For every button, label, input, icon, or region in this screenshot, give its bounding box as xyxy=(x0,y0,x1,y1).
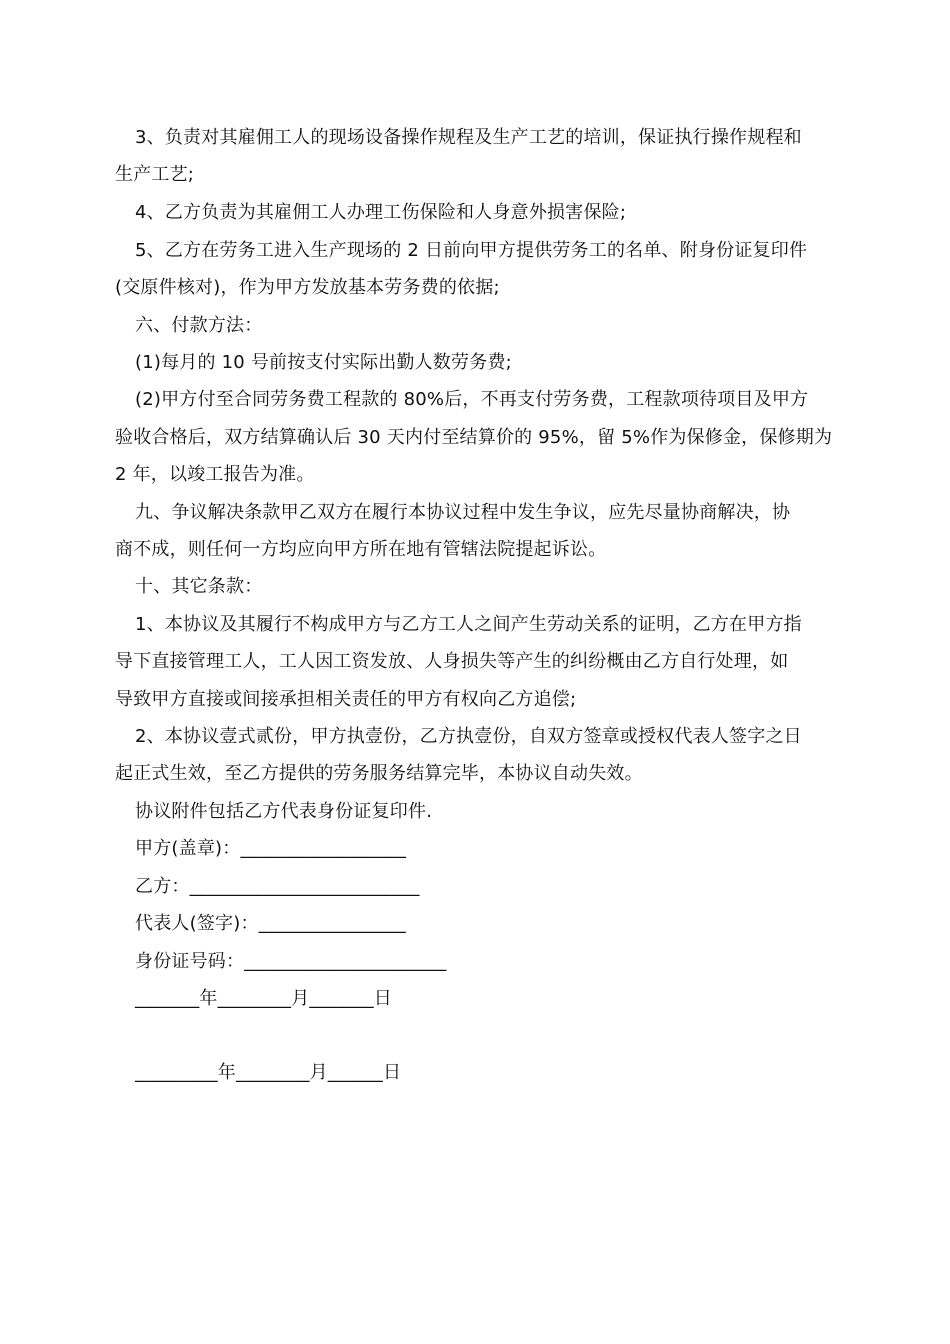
signature-id-number: 身份证号码：______________________ xyxy=(135,951,447,972)
paragraph-line: 2 年，以竣工报告为准。 xyxy=(115,464,315,485)
paragraph-line: 导致甲方直接或间接承担相关责任的甲方有权向乙方追偿; xyxy=(115,689,577,710)
paragraph-line: (2)甲方付至合同劳务费工程款的 80%后，不再支付劳务费，工程款项待项目及甲方 xyxy=(135,389,809,410)
paragraph-line: 2、本协议壹式贰份，甲方执壹份，乙方执壹份，自双方签章或授权代表人签字之日 xyxy=(135,726,802,747)
paragraph-line: 1、本协议及其履行不构成甲方与乙方工人之间产生劳动关系的证明，乙方在甲方指 xyxy=(135,614,802,635)
signature-party-a: 甲方(盖章)：__________________ xyxy=(135,838,407,859)
paragraph-line: 3、负责对其雇佣工人的现场设备操作规程及生产工艺的培训，保证执行操作规程和 xyxy=(135,127,802,148)
paragraph-line: 商不成，则任何一方均应向甲方所在地有管辖法院提起诉讼。 xyxy=(115,539,607,560)
signature-representative: 代表人(签字)：________________ xyxy=(135,913,406,934)
paragraph-line: (交原件核对)，作为甲方发放基本劳务费的依据; xyxy=(115,277,500,298)
paragraph-line: 5、乙方在劳务工进入生产现场的 2 日前向甲方提供劳务工的名单、附身份证复印件 xyxy=(135,240,808,261)
paragraph-line: 4、乙方负责为其雇佣工人办理工伤保险和人身意外损害保险; xyxy=(135,202,627,223)
paragraph-line: 生产工艺; xyxy=(115,164,195,185)
signature-date: _______年________月_______日 xyxy=(135,988,392,1009)
paragraph-line: 验收合格后，双方结算确认后 30 天内付至结算价的 95%，留 5%作为保修金，保修期为 xyxy=(115,427,833,448)
paragraph-line: 导下直接管理工人，工人因工资发放、人身损失等产生的纠纷概由乙方自行处理，如 xyxy=(115,651,789,672)
paragraph-line: (1)每月的 10 号前按支付实际出勤人数劳务费; xyxy=(135,352,512,373)
footer-date: _________年________月______日 xyxy=(135,1062,402,1083)
paragraph-line: 九、争议解决条款甲乙双方在履行本协议过程中发生争议，应先尽量协商解决，协 xyxy=(135,502,791,523)
section-heading: 六、付款方法： xyxy=(135,315,263,336)
paragraph-line: 起正式生效，至乙方提供的劳务服务结算完毕，本协议自动失效。 xyxy=(115,763,643,784)
signature-party-b: 乙方：_________________________ xyxy=(135,876,420,897)
section-heading: 十、其它条款： xyxy=(135,576,263,597)
paragraph-line: 协议附件包括乙方代表身份证复印件. xyxy=(135,801,433,822)
